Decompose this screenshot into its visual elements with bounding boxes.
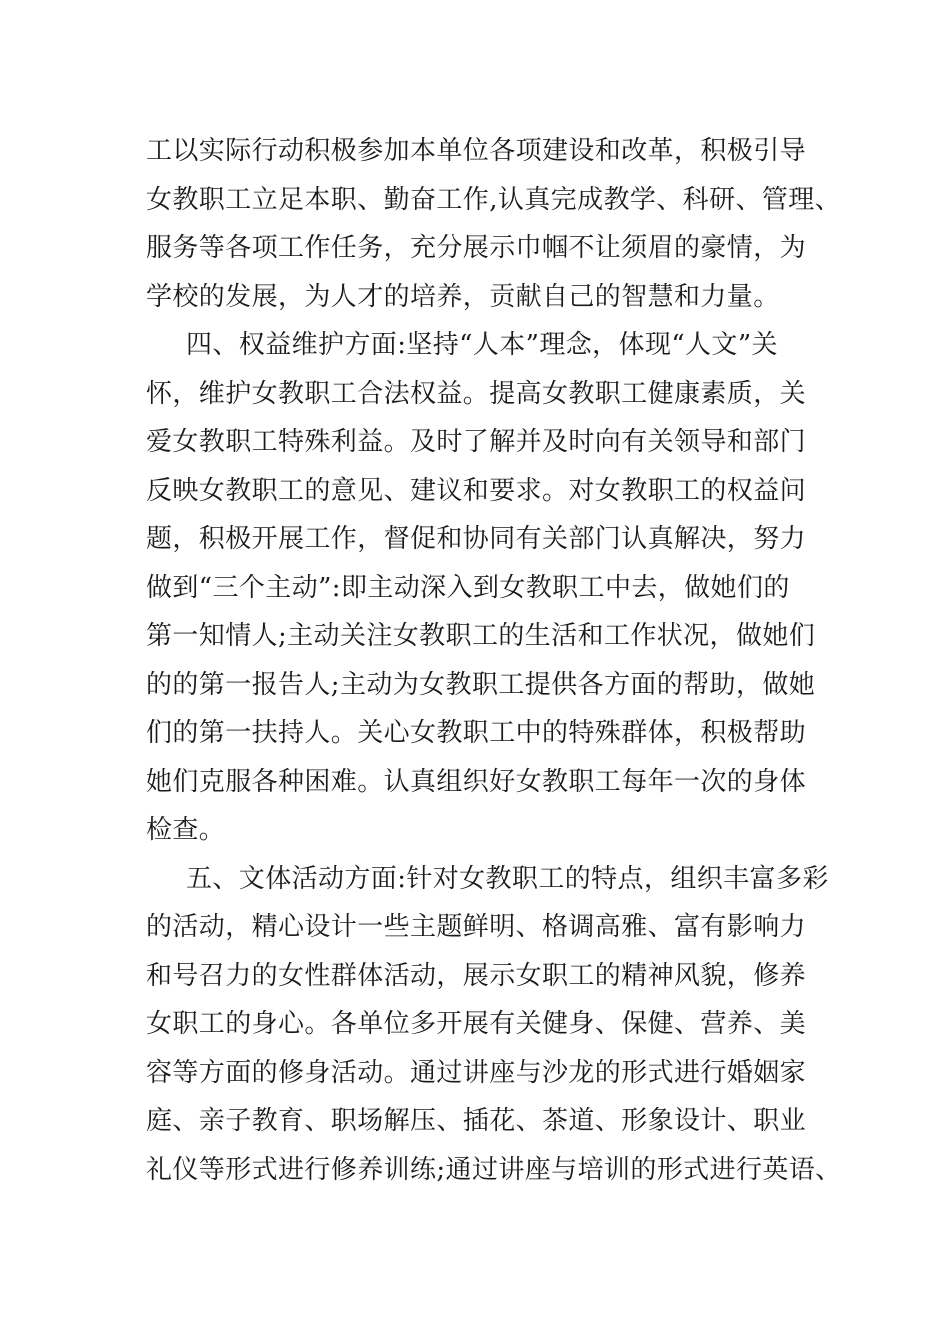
text-line: 工以实际行动积极参加本单位各项建设和改革，积极引导: [146, 136, 807, 166]
text-line: 们的第一扶持人。关心女教职工中的特殊群体，积极帮助: [146, 718, 807, 748]
text-line: 学校的发展，为人才的培养，贡献自己的智慧和力量。: [146, 281, 780, 312]
text-line: 女教职工立足本职、勤奋工作,认真完成教学、科研、管理、: [146, 184, 842, 215]
text-line: 题，积极开展工作，督促和协同有关部门认真解决，努力: [146, 524, 807, 554]
paragraph-start-line: 四、权益维护方面:坚持“人本”理念，体现“人文”关: [186, 330, 778, 360]
text-line: 检查。: [146, 815, 226, 845]
text-line: 做到“三个主动”:即主动深入到女教职工中去，做她们的: [146, 572, 790, 603]
document-body: [146, 127, 842, 1194]
text-line: 第一知情人;主动关注女教职工的生活和工作状况，做她们: [146, 621, 816, 651]
text-line: 庭、亲子教育、职场解压、插花、茶道、形象设计、职业: [146, 1106, 807, 1136]
text-line: 容等方面的修身活动。通过讲座与沙龙的形式进行婚姻家: [146, 1057, 807, 1088]
text-line: 女职工的身心。各单位多开展有关健身、保健、营养、美: [146, 1009, 807, 1039]
paragraph-start-line: 五、文体活动方面:针对女教职工的特点，组织丰富多彩: [186, 863, 829, 894]
text-line: 怀，维护女教职工合法权益。提高女教职工健康素质，关: [146, 378, 807, 409]
text-line: 服务等各项工作任务，充分展示巾帼不让须眉的豪情，为: [146, 233, 807, 263]
text-line: 的活动，精心设计一些主题鲜明、格调高雅、富有影响力: [146, 912, 807, 942]
text-line: 和号召力的女性群体活动，展示女职工的精神风貌，修养: [146, 960, 807, 991]
text-line: 她们克服各种困难。认真组织好女教职工每年一次的身体: [146, 766, 807, 797]
text-line: 的的第一报告人;主动为女教职工提供各方面的帮助，做她: [146, 669, 816, 700]
text-line: 爱女教职工特殊利益。及时了解并及时向有关领导和部门: [146, 427, 807, 457]
text-line: 礼仪等形式进行修养训练;通过讲座与培训的形式进行英语、: [146, 1154, 842, 1185]
text-line: 反映女教职工的意见、建议和要求。对女教职工的权益问: [146, 475, 807, 506]
